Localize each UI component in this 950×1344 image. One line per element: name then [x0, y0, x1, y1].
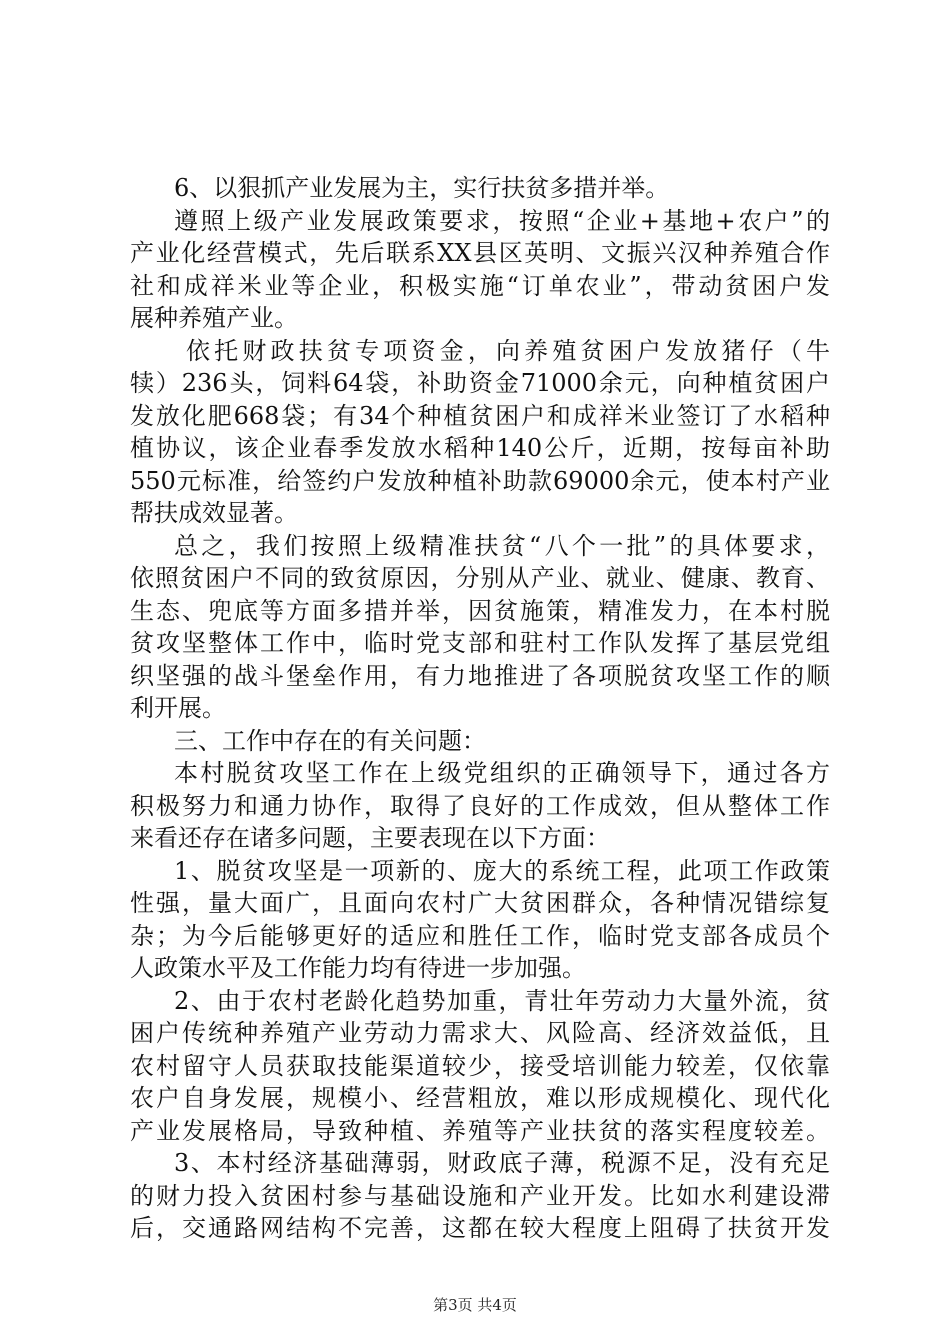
paragraph-line: 3、本村经济基础薄弱，财政底子薄，税源不足，没有充足	[174, 1149, 830, 1177]
document-body	[130, 172, 830, 1245]
paragraph-line: 性强，量大面广，且面向农村广大贫困群众，各种情况错综复	[130, 889, 830, 917]
paragraph-line: 后，交通路网结构不完善，这都在较大程度上阻碍了扶贫开发	[130, 1214, 830, 1242]
paragraph-line: 积极努力和通力协作，取得了良好的工作成效，但从整体工作	[130, 791, 830, 820]
paragraph-line: 困户传统种养殖产业劳动力需求大、风险高、经济效益低，且	[130, 1019, 830, 1047]
paragraph-line: 2、由于农村老龄化趋势加重，青壮年劳动力大量外流，贫	[174, 986, 830, 1015]
paragraph-line: 贫攻坚整体工作中，临时党支部和驻村工作队发挥了基层党组	[130, 629, 830, 657]
paragraph-line: 农村留守人员获取技能渠道较少，接受培训能力较差，仅依靠	[130, 1051, 830, 1080]
paragraph-line: 依照贫困户不同的致贫原因，分别从产业、就业、健康、教育、	[130, 564, 830, 592]
paragraph-line: 织坚强的战斗堡垒作用，有力地推进了各项脱贫攻坚工作的顺	[130, 661, 830, 690]
paragraph-line: 展种养殖产业。	[130, 304, 298, 332]
paragraph-line: 帮扶成效显著。	[130, 499, 298, 527]
paragraph-line: 总之，我们按照上级精准扶贫“八个一批”的具体要求，	[174, 531, 830, 560]
paragraph-line: 6、以狠抓产业发展为主，实行扶贫多措并举。	[174, 174, 670, 202]
paragraph-line: 的财力投入贫困村参与基础设施和产业开发。比如水利建设滞	[130, 1181, 830, 1210]
paragraph-line: 社和成祥米业等企业，积极实施“订单农业”，带动贫困户发	[130, 271, 830, 300]
paragraph-line: 利开展。	[130, 694, 226, 722]
paragraph-line: 本村脱贫攻坚工作在上级党组织的正确领导下，通过各方	[174, 759, 830, 787]
paragraph-line: 生态、兜底等方面多措并举，因贫施策，精准发力，在本村脱	[130, 596, 830, 625]
page-number-footer: 第3页 共4页	[433, 1296, 517, 1314]
paragraph-line: 植协议，该企业春季发放水稻种140公斤，近期，按每亩补助	[130, 434, 830, 462]
paragraph-line: 依托财政扶贫专项资金，向养殖贫困户发放猪仔（牛	[186, 336, 830, 365]
paragraph-line: 产业化经营模式，先后联系XX县区英明、文振兴汉种养殖合作	[130, 239, 830, 267]
paragraph-line: 杂；为今后能够更好的适应和胜任工作，临时党支部各成员个	[130, 921, 830, 950]
paragraph-line: 人政策水平及工作能力均有待进一步加强。	[130, 954, 586, 982]
paragraph-line: 产业发展格局，导致种植、养殖等产业扶贫的落实程度较差。	[130, 1116, 830, 1145]
paragraph-line: 遵照上级产业发展政策要求，按照“企业+基地+农户”的	[174, 206, 830, 235]
paragraph-line: 550元标准，给签约户发放种植补助款69000余元，使本村产业	[130, 466, 830, 495]
section-heading: 三、工作中存在的有关问题：	[174, 726, 486, 755]
paragraph-line: 来看还存在诸多问题，主要表现在以下方面：	[130, 824, 610, 852]
paragraph-line: 1、脱贫攻坚是一项新的、庞大的系统工程，此项工作政策	[174, 856, 830, 885]
paragraph-line: 发放化肥668袋；有34个种植贫困户和成祥米业签订了水稻种	[130, 401, 830, 430]
paragraph-line: 犊）236头，饲料64袋，补助资金71000余元，向种植贫困户	[130, 369, 830, 397]
paragraph-line: 农户自身发展，规模小、经营粗放，难以形成规模化、现代化	[130, 1084, 830, 1112]
